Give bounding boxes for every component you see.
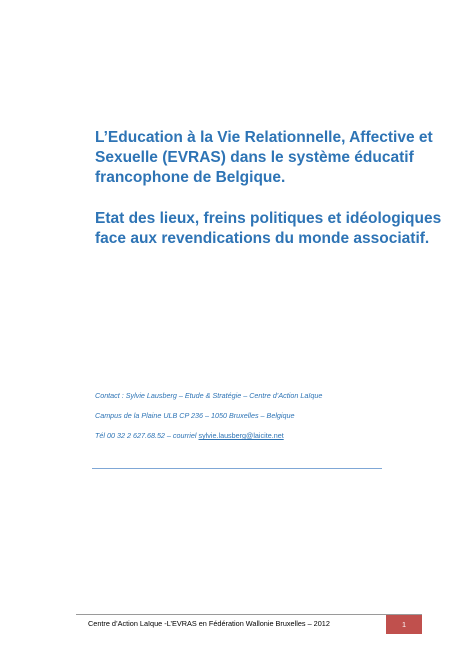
subtitle-line: Etat des lieux, freins politiques et idéologiques [95,210,442,227]
contact-info [95,391,415,451]
subtitle-line: face aux revendications du monde associatif. [95,230,430,247]
section-divider [92,468,382,469]
title-line: Sexuelle (EVRAS) dans le système éducatif [95,149,414,166]
email-link[interactable]: sylvie.lausberg@laicite.net [198,431,284,440]
footer-text: Centre d’Action Laïque -L’EVRAS en Fédération Wallonie Bruxelles – 2012 [88,619,330,628]
title-line: francophone de Belgique. [95,169,286,186]
contact-line: Contact : Sylvie Lausberg – Etude & Stratégie – Centre d’Action Laïque [95,391,323,400]
phone-email-line [95,431,415,441]
document-title [95,128,435,188]
page-footer [76,614,422,634]
phone-text: Tél 00 32 2 627.68.52 – courriel [95,431,199,440]
address-line: Campus de la Plaine ULB CP 236 – 1050 Bruxelles – Belgique [95,411,295,420]
page-number: 1 [386,615,422,634]
document-subtitle [95,209,442,249]
title-line: L’Education à la Vie Relationnelle, Affective et [95,129,433,146]
